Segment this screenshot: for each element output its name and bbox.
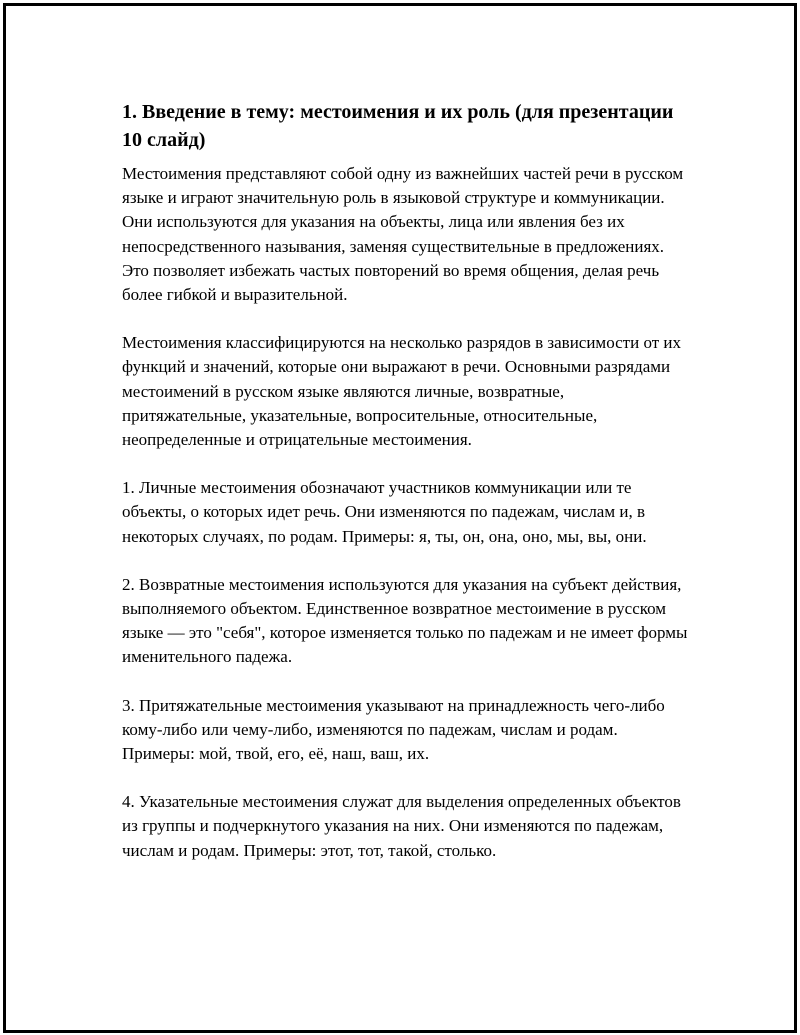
paragraph-demonstrative-pronouns: 4. Указательные местоимения служат для выделения определенных объектов из группы и подчеркнутого указания на них. Они изменяются по падежам, числам и родам. Примеры: этот, тот, такой, столько. <box>122 792 681 860</box>
paragraph-intro: Местоимения представляют собой одну из важнейших частей речи в русском языке и играют значительную роль в языковой структуре и коммуникации. Они используются для указания на объекты, лица или явления без их непосредственного называния, заменяя существительные в предложениях. Это позволяет избежать частых повторений во время общения, делая речь более гибкой и выразительной. <box>122 164 684 305</box>
document-body <box>122 98 692 887</box>
paragraph-reflexive-pronouns: 2. Возвратные местоимения используются для указания на субъект действия, выполняемого объектом. Единственное возвратное местоимение в русском языке — это "себя", которое изменяется только по падежам и не имеет формы именительного падежа. <box>122 574 688 667</box>
paragraph-possessive-pronouns: 3. Притяжательные местоимения указывают на принадлежность чего-либо кому-либо или чему-либо, изменяются по падежам, числам и родам. Примеры: мой, твой, его, её, наш, ваш, их. <box>122 695 665 764</box>
paragraph-personal-pronouns: 1. Личные местоимения обозначают участников коммуникации или те объекты, о которых идет речь. Они изменяются по падежам, числам и, в некоторых случаях, по родам. Примеры: я, ты, он, она, оно, мы, вы, они. <box>122 478 647 546</box>
page-frame <box>3 3 797 1033</box>
document-title: 1. Введение в тему: местоимения и их роль (для презентации 10 слайд) <box>122 101 674 151</box>
paragraph-classification: Местоимения классифицируются на несколько разрядов в зависимости от их функций и значений, которые они выражают в речи. Основными разрядами местоимений в русском языке являются личные, возвратные, притяжательные, указательные, вопросительные, относительные, неопределенные и отрицательные местоимения. <box>122 333 681 450</box>
